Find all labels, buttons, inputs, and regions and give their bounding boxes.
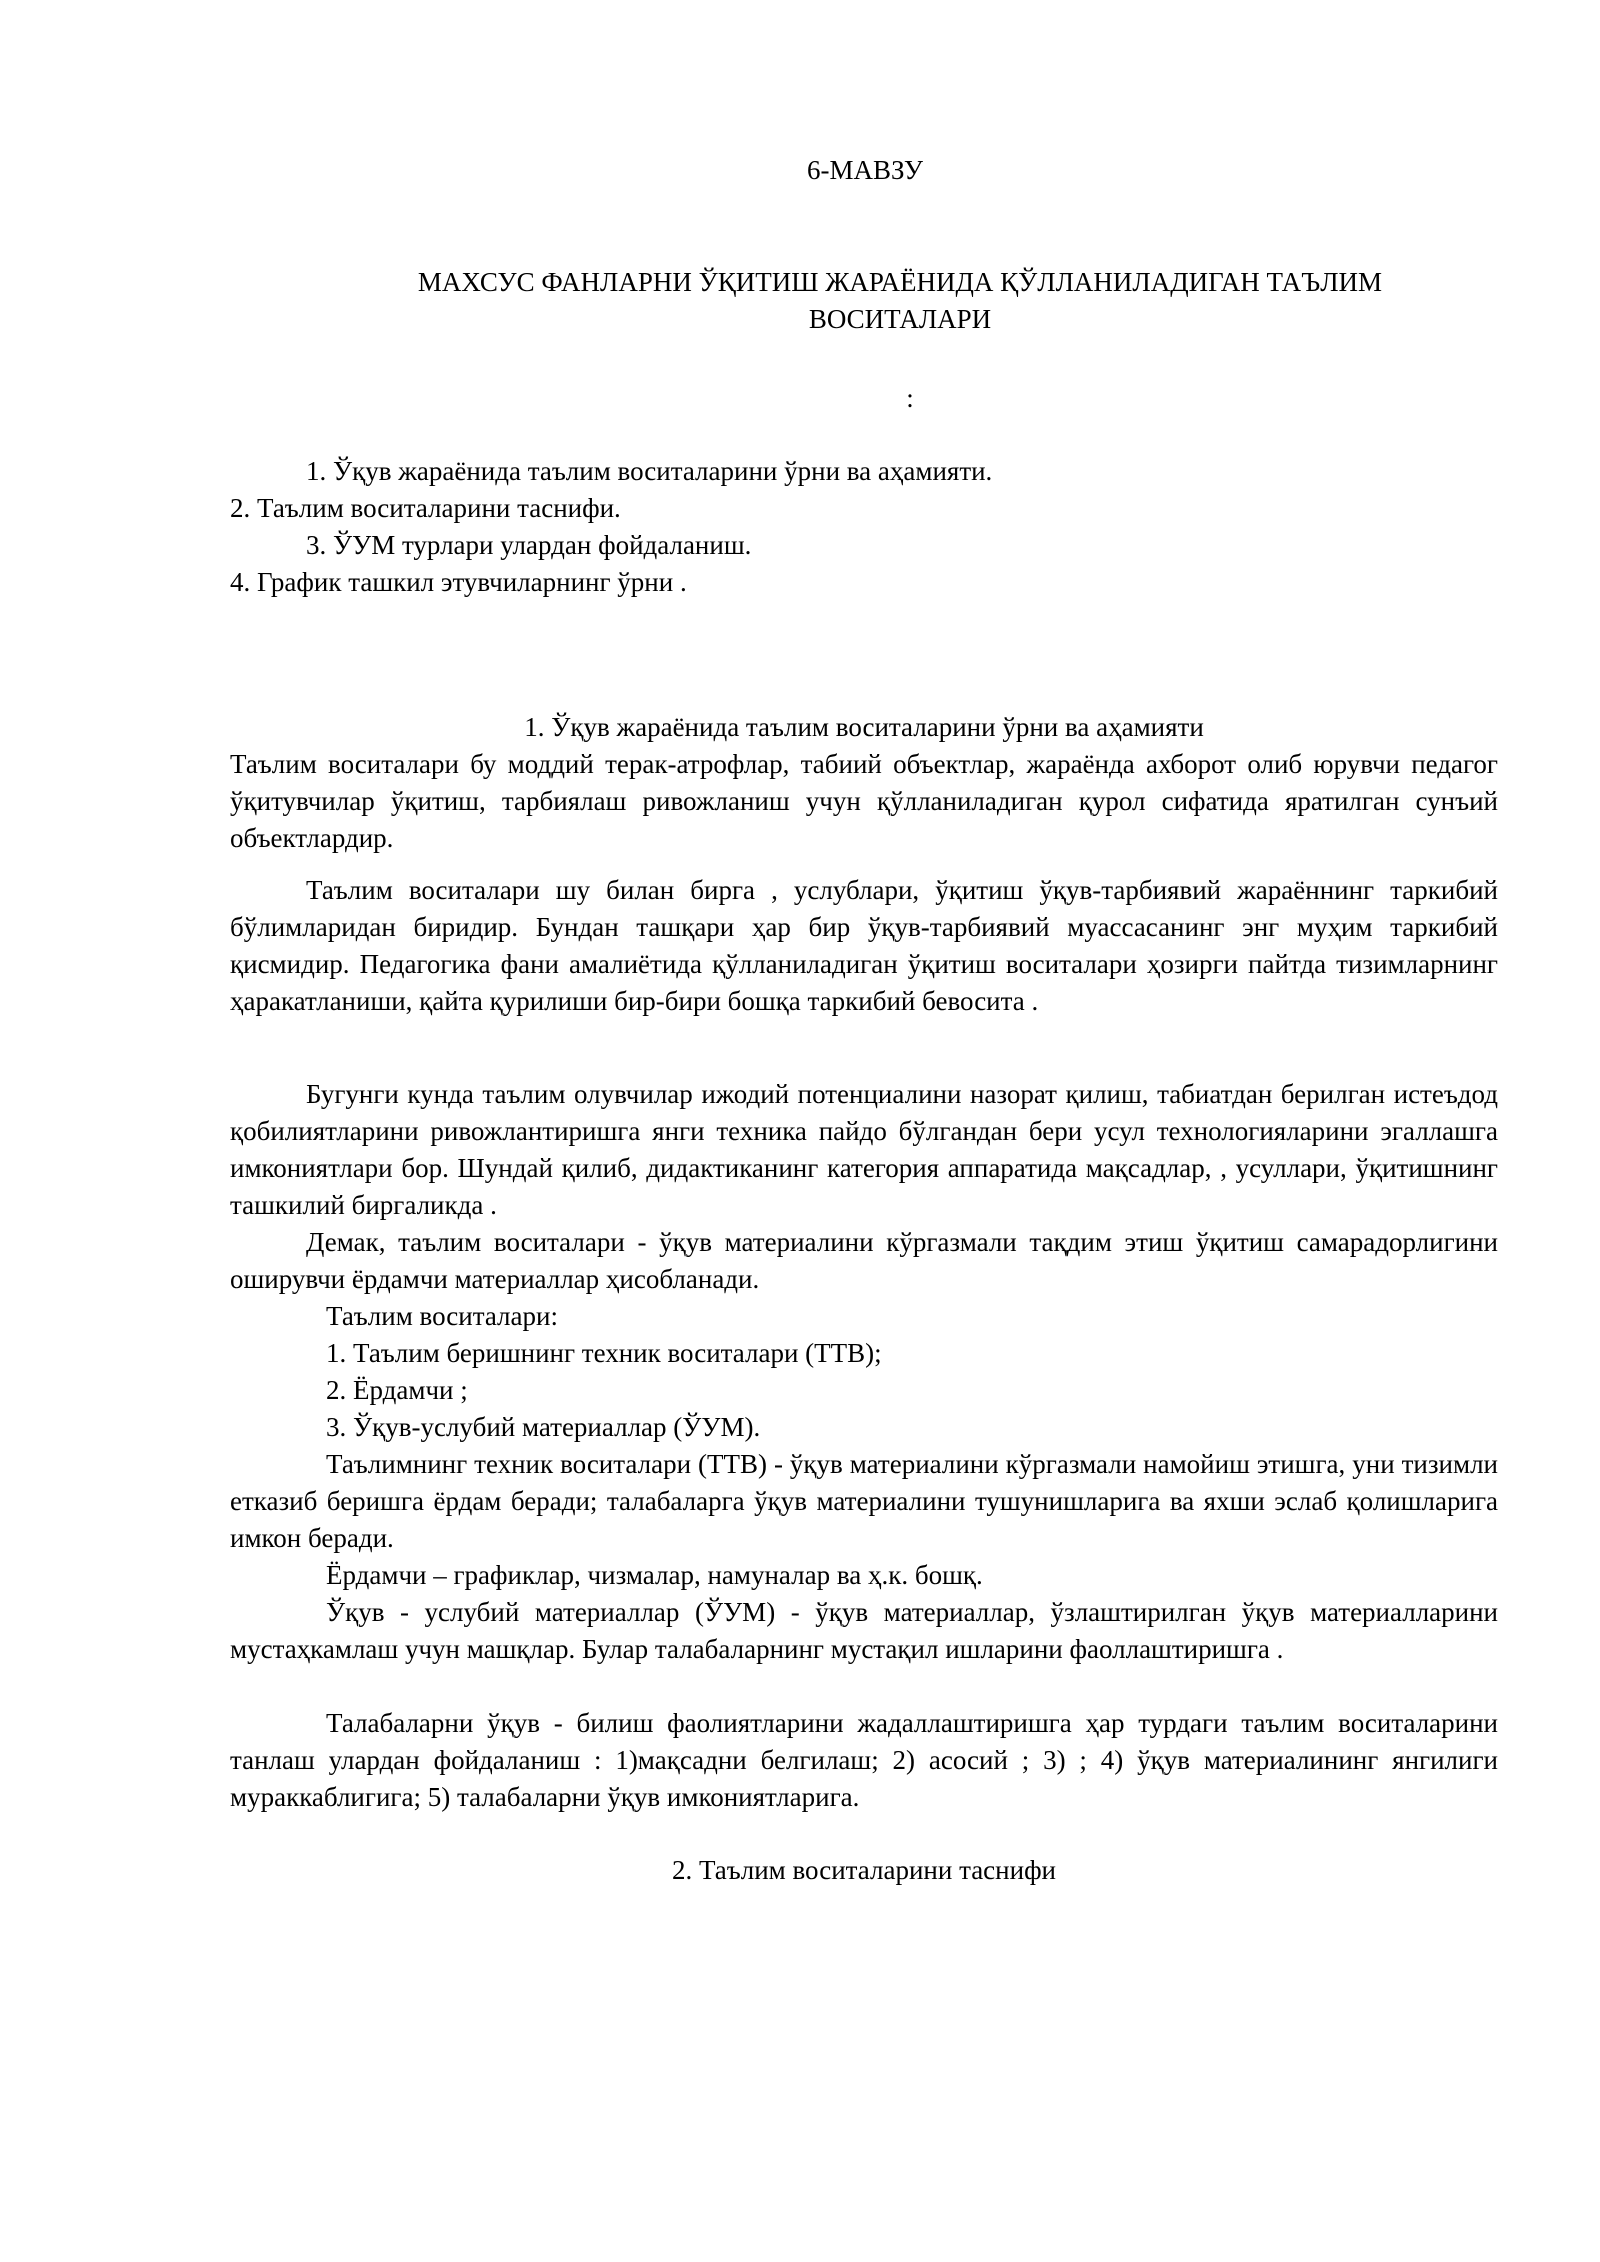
tools-item-1: 1. Таълим беришнинг техник воситалари (ТТВ); — [326, 1338, 882, 1368]
section-1-heading: 1. Ўқув жараёнида таълим воситаларини ўрни ва аҳамияти — [524, 712, 1204, 742]
plan-item-3: 3. ЎУМ турлари улардан фойдаланиш. — [306, 530, 752, 560]
tools-item-3: 3. Ўқув-услубий материаллар (ЎУМ). — [326, 1412, 761, 1442]
tools-item-2: 2. Ёрдамчи ; — [326, 1375, 468, 1405]
paragraph-6: Ёрдамчи – графиклар, чизмалар, намуналар ва ҳ.к. бошқ. — [326, 1560, 983, 1590]
paragraph-4: Демак, таълим воситалари - ўқув материалини кўргазмали тақдим этиш ўқитиш самарадорлигини оширувчи ёрдамчи материаллар ҳисобланади. — [230, 1227, 1498, 1294]
paragraph-1: Таълим воситалари бу моддий терак-атрофлар, табиий объектлар, жараёнда ахборот олиб юрувчи педагог ўқитувчилар ўқитиш, тарбиялаш ривожланиш учун қўлланиладиган қурол сифатида яратилган сунъий объектлардир. — [230, 749, 1498, 853]
topic-number: 6-МАВЗУ — [807, 155, 923, 185]
title-line-2: ВОСИТАЛАРИ — [808, 304, 992, 334]
paragraph-8: Талабаларни ўқув - билиш фаолиятларини жадаллаштиришга ҳар турдаги таълим воситаларини танлаш улардан фойдаланиш : 1)мақсадни белгилаш; 2) асосий ; 3) ; 4) ўқув материалининг янгилиги мураккаблигига; 5) талабаларни ўқув имкониятларига. — [230, 1708, 1498, 1812]
paragraph-5: Таълимнинг техник воситалари (ТТВ) - ўқув материалини кўргазмали намойиш этишга, уни тизимли етказиб беришга ёрдам беради; талабаларга ўқув материалини тушунишларига ва яхши эслаб қолишларига имкон беради. — [230, 1449, 1498, 1553]
paragraph-3: Бугунги кунда таълим олувчилар ижодий потенциалини назорат қилиш, табиатдан берилган истеъдод қобилиятларини ривожлантиришга янги техника пайдо бўлгандан бери усул технологияларини эгаллашга имкониятлари бор. Шундай қилиб, дидактиканинг категория аппаратида мақсадлар, , усуллари, ўқитишнинг ташкилий биргаликда . — [230, 1079, 1498, 1220]
colon-mark: : — [906, 383, 914, 413]
plan-item-2: 2. Таълим воситаларини таснифи. — [230, 493, 621, 523]
tools-label: Таълим воситалари: — [326, 1301, 558, 1331]
plan-item-4: 4. График ташкил этувчиларнинг ўрни . — [230, 567, 687, 597]
title-line-1: МАХСУС ФАНЛАРНИ ЎҚИТИШ ЖАРАЁНИДА ҚЎЛЛАНИЛАДИГАН ТАЪЛИМ — [417, 267, 1383, 297]
plan-item-1: 1. Ўқув жараёнида таълим воситаларини ўрни ва аҳамияти. — [306, 456, 993, 486]
paragraph-2: Таълим воситалари шу билан бирга , услублари, ўқитиш ўқув-тарбиявий жараённинг таркибий бўлимларидан биридир. Бундан ташқари ҳар бир ўқув-тарбиявий муассасанинг энг муҳим таркибий қисмидир. Педагогика фани амалиётида қўлланиладиган ўқитиш воситалари ҳозирги пайтда тизимларнинг ҳаракатланиши, қайта қурилиши бир-бири бошқа таркибий бевосита . — [230, 875, 1498, 1016]
paragraph-7: Ўқув - услубий материаллар (ЎУМ) - ўқув материаллар, ўзлаштирилган ўқув материалларини мустаҳкамлаш учун машқлар. Булар талабаларнинг мустақил ишларини фаоллаштиришга . — [230, 1597, 1498, 1664]
section-2-heading: 2. Таълим воситаларини таснифи — [671, 1855, 1057, 1885]
